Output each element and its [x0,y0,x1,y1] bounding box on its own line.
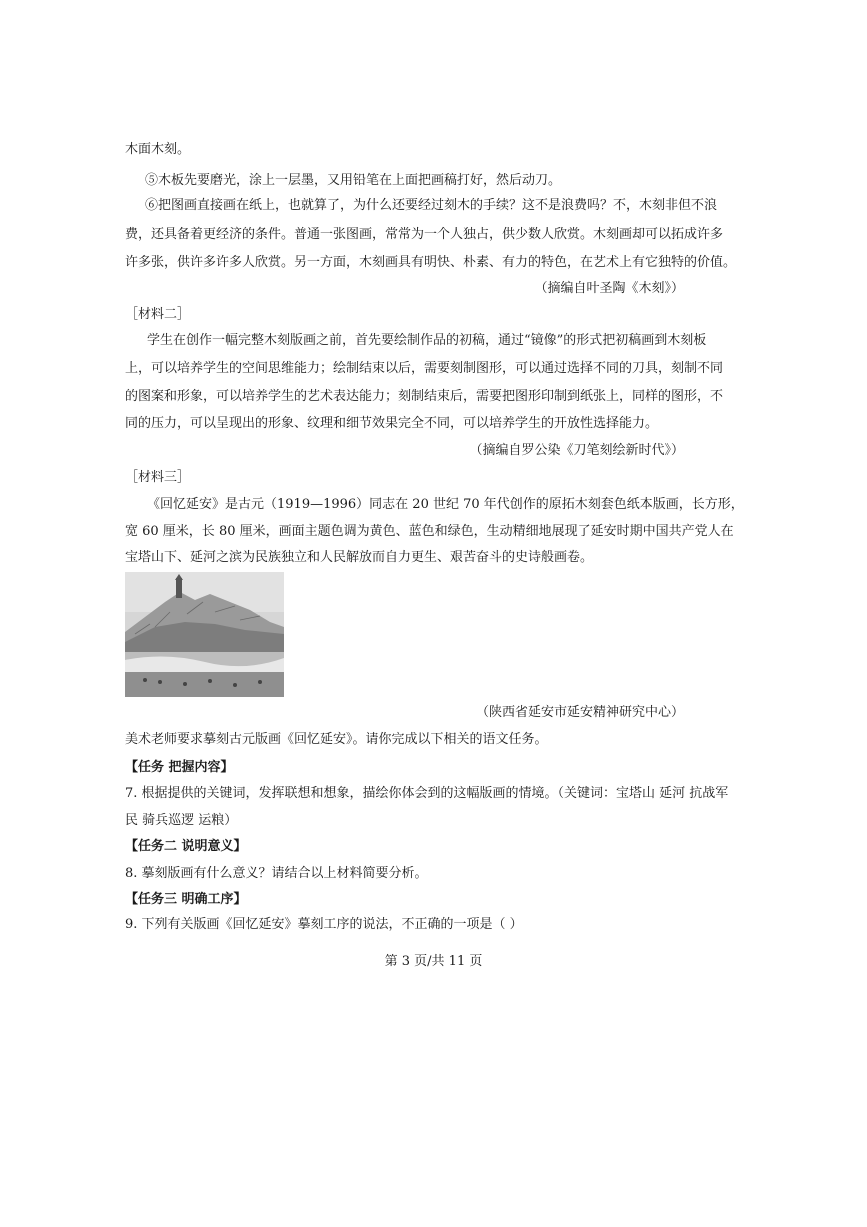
task-3-heading: 【任务三 明确工序】 [125,892,247,907]
material-3-line: 宽 60 厘米，长 80 厘米，画面主题色调为黄色、蓝色和绿色，生动精细地展现了延安时期中国共产党人在 [125,524,734,539]
paragraph-6-line: 许多张，供许多许多人欣赏。另一方面，木刻画具有明快、朴素、有力的特色，在艺术上有它独特的价值。 [125,255,737,270]
material-2-line: 学生在创作一幅完整木刻版画之前，首先要绘制作品的初稿，通过“镜像”的形式把初稿画到木刻板 [147,333,707,348]
image-caption: （陕西省延安市延安精神研究中心） [475,705,684,720]
paragraph-6-line: ⑥把图画直接画在纸上，也就算了，为什么还要经过刻木的手续？这不是浪费吗？不，木刻非但不浪 [145,198,718,213]
source-citation: （摘编自叶圣陶《木刻》） [534,281,684,296]
page-footer: 第 3 页/共 11 页 [384,954,483,969]
material-3-line: 《回忆延安》是古元（1919—1996）同志在 20 世纪 70 年代创作的原拓木刻套色纸本版画，长方形， [147,497,744,512]
woodcut-print-image [125,572,284,697]
material-2-line: 同的压力，可以呈现出的形象、纹理和细节效果完全不同，可以培养学生的开放性选择能力。 [125,416,659,431]
task-2-heading: 【任务二 说明意义】 [125,839,247,854]
question-8: 8. 摹刻版画有什么意义？请结合以上材料简要分析。 [125,866,428,881]
material-3-heading: ［材料三］ [125,470,191,485]
text-line: 木面木刻。 [125,142,191,157]
task-intro: 美术老师要求摹刻古元版画《回忆延安》。请你完成以下相关的语文任务。 [125,732,548,747]
question-9: 9. 下列有关版画《回忆延安》摹刻工序的说法，不正确的一项是（ ） [125,917,523,932]
paragraph-6-line: 费，还具备着更经济的条件。普通一张图画，常常为一个人独占，供少数人欣赏。木刻画却可以拓成许多 [125,227,724,242]
question-7-line: 民 骑兵巡逻 运粮） [125,813,238,828]
material-2-line: 上，可以培养学生的空间思维能力；绘制结束以后，需要刻制图形，可以通过选择不同的刀具，刻制不同 [125,361,724,376]
task-1-heading: 【任务 把握内容】 [125,760,234,775]
source-citation: （摘编自罗公染《刀笔刻绘新时代》） [469,443,684,458]
woodcut-print-icon [125,572,284,697]
material-3-line: 宝塔山下、延河之滨为民族独立和人民解放而自力更生、艰苦奋斗的史诗般画卷。 [125,550,594,565]
material-2-heading: ［材料二］ [125,307,191,322]
paragraph-5: ⑤木板先要磨光，涂上一层墨，又用铅笔在上面把画稿打好，然后动刀。 [145,173,562,188]
material-2-line: 的图案和形象，可以培养学生的艺术表达能力；刻制结束后，需要把图形印制到纸张上，同样的图形，不 [125,389,724,404]
question-7-line: 7. 根据提供的关键词，发挥联想和想象，描绘你体会到的这幅版画的情境。（关键词：宝塔山 延河 抗战军 [125,786,729,801]
